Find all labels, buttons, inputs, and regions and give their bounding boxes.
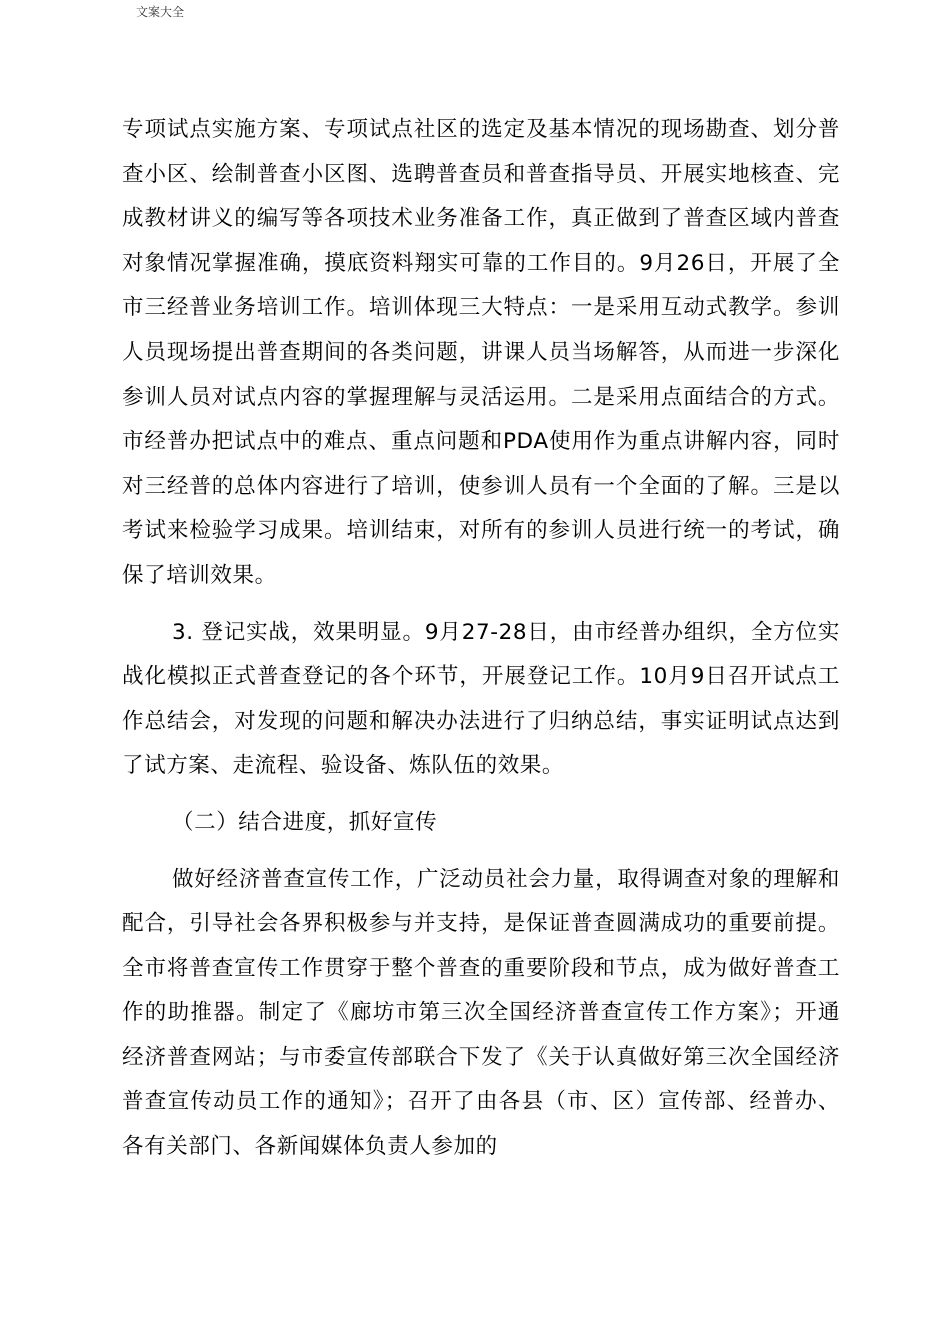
section-heading-publicity: （二）结合进度，抓好宣传	[172, 809, 438, 835]
document-body	[122, 108, 840, 1170]
paragraph-training: 专项试点实施方案、专项试点社区的选定及基本情况的现场勘查、划分普查小区、绘制普查小区图、选聘普查员和普查指导员、开展实地核查、完成教材讲义的编写等各项技术业务准备工作，真正做到了普查区域内普查对象情况掌握准确，摸底资料翔实可靠的工作目的。9月26日，开展了全市三经普业务培训工作。培训体现三大特点：一是采用互动式教学。参训人员现场提出普查期间的各类问题，讲课人员当场解答，从而进一步深化参训人员对试点内容的掌握理解与灵活运用。二是采用点面结合的方式。市经普办把试点中的难点、重点问题和PDA使用作为重点讲解内容，同时对三经普的总体内容进行了培训，使参训人员有一个全面的了解。三是以考试来检验学习成果。培训结束，对所有的参训人员进行统一的考试，确保了培训效果。	[122, 117, 840, 588]
paragraph-registration: 3. 登记实战，效果明显。9月27-28日，由市经普办组织，全方位实战化模拟正式普查登记的各个环节，开展登记工作。10月9日召开试点工作总结会，对发现的问题和解决办法进行了归纳总结，事实证明试点达到了试方案、走流程、验设备、炼队伍的效果。	[122, 619, 840, 779]
page-header: 文案大全	[136, 5, 185, 19]
paragraph-publicity: 做好经济普查宣传工作，广泛动员社会力量，取得调查对象的理解和配合，引导社会各界积极参与并支持，是保证普查圆满成功的重要前提。全市将普查宣传工作贯穿于整个普查的重要阶段和节点，成为做好普查工作的助推器。制定了《廊坊市第三次全国经济普查宣传工作方案》；开通经济普查网站；与市委宣传部联合下发了《关于认真做好第三次全国经济普查宣传动员工作的通知》；召开了由各县（市、区）宣传部、经普办、各有关部门、各新闻媒体负责人参加的	[122, 866, 840, 1160]
